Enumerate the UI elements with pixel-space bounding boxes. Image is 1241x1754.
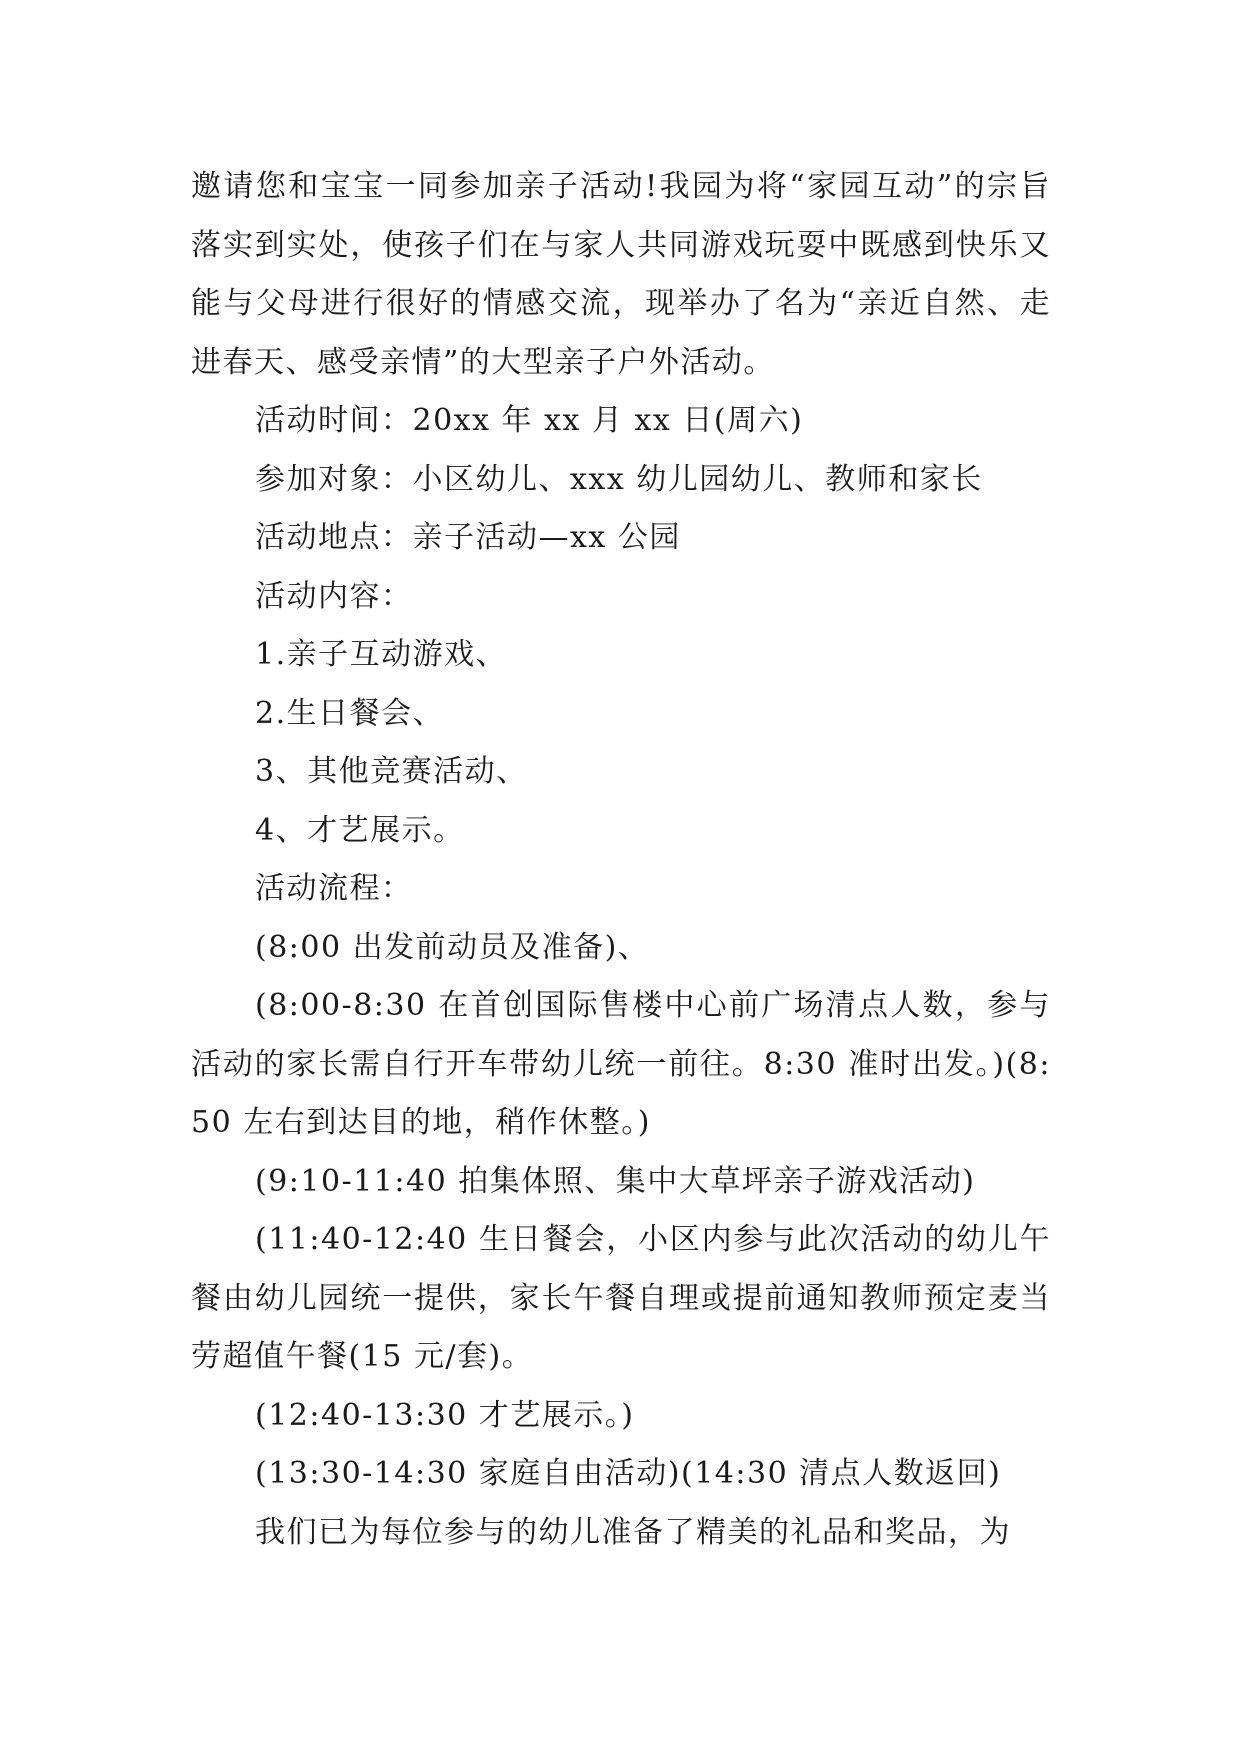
process-step-3: (9:10-11:40 拍集体照、集中大草坪亲子游戏活动) bbox=[255, 1163, 976, 1199]
list-item-content-3: 3、其他竞赛活动、 bbox=[255, 754, 528, 789]
list-item-content-2: 2.生日餐会、 bbox=[255, 695, 445, 731]
list-item-content-4: 4、才艺展示。 bbox=[255, 812, 465, 848]
paragraph-participants: 参加对象：小区幼儿、xxx 幼儿园幼儿、教师和家长 bbox=[255, 461, 983, 497]
process-step-5: (12:40-13:30 才艺展示。) bbox=[255, 1397, 635, 1433]
process-step-2: (8:00-8:30 在首创国际售楼中心前广场清点人数，参与活动的家长需自行开车带幼儿统一前往。8:30 准时出发。)(8:50 左右到达目的地，稍作休整。) bbox=[191, 988, 1051, 1140]
process-step-1: (8:00 出发前动员及准备)、 bbox=[255, 929, 650, 965]
process-step-4: (11:40-12:40 生日餐会，小区内参与此次活动的幼儿午餐由幼儿园统一提供，家长午餐自理或提前通知教师预定麦当劳超值午餐(15 元/套)。 bbox=[191, 1222, 1051, 1374]
paragraph-activity-time: 活动时间：20xx 年 xx 月 xx 日(周六) bbox=[255, 403, 804, 438]
document-body bbox=[191, 158, 1051, 1562]
paragraph-intro: 邀请您和宝宝一同参加亲子活动!我园为将“家园互动”的宗旨落实到实处，使孩子们在与家人共同游戏玩耍中既感到快乐又能与父母进行很好的情感交流，现举办了名为“亲近自然、走进春天、感受亲情”的大型亲子户外活动。 bbox=[191, 169, 1051, 380]
paragraph-location: 活动地点：亲子活动—xx 公园 bbox=[255, 520, 681, 555]
paragraph-process-heading: 活动流程： bbox=[255, 871, 413, 906]
paragraph-content-heading: 活动内容： bbox=[255, 578, 413, 614]
list-item-content-1: 1.亲子互动游戏、 bbox=[255, 637, 508, 672]
paragraph-closing: 我们已为每位参与的幼儿准备了精美的礼品和奖品，为 bbox=[255, 1514, 1011, 1550]
process-step-6: (13:30-14:30 家庭自由活动)(14:30 清点人数返回) bbox=[255, 1456, 1002, 1491]
